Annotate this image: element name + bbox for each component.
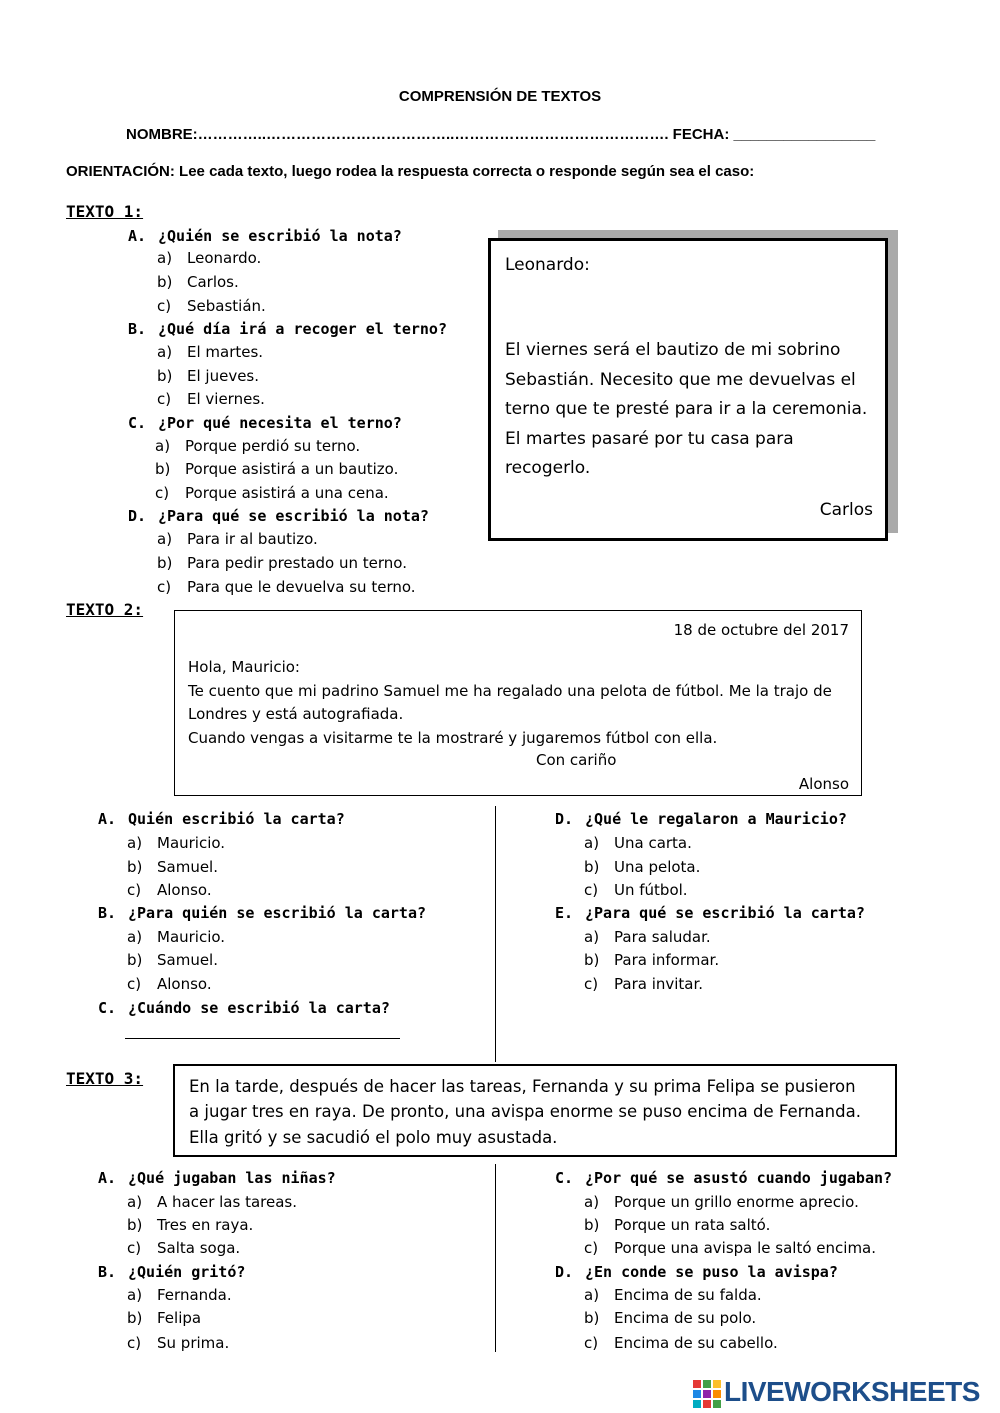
liveworksheets-logo-text[interactable]: LIVEWORKSHEETS: [724, 1376, 980, 1407]
question-letter: B.: [98, 904, 117, 922]
option-letter: a): [584, 1193, 600, 1211]
option-letter: b): [584, 858, 600, 876]
question-letter: A.: [98, 810, 117, 828]
option-text: Porque asistirá a una cena.: [185, 484, 389, 502]
t2-question-e: [555, 904, 865, 922]
option-letter: c): [155, 484, 170, 502]
option-text: Mauricio.: [157, 928, 226, 946]
question-text: Quién escribió la carta?: [128, 810, 345, 828]
option-text: A hacer las tareas.: [157, 1193, 297, 1211]
t2-qb-option-b[interactable]: [127, 951, 218, 969]
question-letter: B.: [98, 1263, 117, 1281]
option-letter: b): [584, 1309, 600, 1327]
option-text: Sebastián.: [187, 297, 266, 315]
t2-qb-option-a[interactable]: [127, 928, 225, 946]
question-text: ¿Qué le regalaron a Mauricio?: [585, 810, 847, 828]
t2-question-a: [98, 810, 345, 828]
t3-qc-option-c[interactable]: [584, 1239, 876, 1257]
option-text: Salta soga.: [157, 1239, 241, 1257]
story-line: a jugar tres en raya. De pronto, una avispa enorme se puso encima de Fernanda.: [189, 1102, 861, 1121]
option-letter: a): [157, 343, 173, 361]
option-letter: c): [157, 390, 172, 408]
t2-question-b: [98, 904, 426, 922]
note-line: El martes pasaré por tu casa para: [505, 429, 794, 449]
option-letter: c): [584, 881, 599, 899]
option-letter: b): [584, 1216, 600, 1234]
question-text: ¿Qué jugaban las niñas?: [128, 1169, 336, 1187]
option-letter: a): [155, 437, 171, 455]
t3-question-a: [98, 1169, 336, 1187]
question-text: ¿Para qué se escribió la carta?: [585, 904, 865, 922]
option-text: Para pedir prestado un terno.: [187, 554, 407, 572]
t1-qc-option-b[interactable]: [155, 460, 398, 478]
t1-question-c: [128, 414, 402, 432]
option-text: Porque un rata saltó.: [614, 1216, 771, 1234]
t2-qa-option-a[interactable]: [127, 834, 225, 852]
t2-qe-option-b[interactable]: [584, 951, 719, 969]
t1-qa-option-a[interactable]: [157, 249, 261, 267]
note-signature: Carlos: [819, 500, 873, 520]
option-text: Encima de su polo.: [614, 1309, 757, 1327]
option-text: Leonardo.: [187, 249, 262, 267]
option-text: Samuel.: [157, 858, 218, 876]
t2-question-d: [555, 810, 847, 828]
option-text: Felipa: [157, 1309, 202, 1327]
t3-qa-option-b[interactable]: [127, 1216, 253, 1234]
t1-qd-option-a[interactable]: [157, 530, 318, 548]
option-text: Para invitar.: [614, 975, 704, 993]
story-line: En la tarde, después de hacer las tareas, Fernanda y su prima Felipa se pusieron: [189, 1077, 856, 1096]
option-text: Para informar.: [614, 951, 720, 969]
t1-qb-option-c[interactable]: [157, 390, 265, 408]
option-letter: b): [584, 951, 600, 969]
option-letter: a): [584, 928, 600, 946]
t3-qc-option-b[interactable]: [584, 1216, 770, 1234]
question-text: ¿Por qué necesita el terno?: [158, 414, 402, 432]
note-line: El viernes será el bautizo de mi sobrino: [505, 340, 841, 360]
question-text: ¿Quién gritó?: [128, 1263, 246, 1281]
note-greeting: Leonardo:: [505, 255, 590, 275]
question-text: ¿Para quién se escribió la carta?: [128, 904, 427, 922]
letter-line: Cuando vengas a visitarme te la mostraré y jugaremos fútbol con ella.: [188, 729, 718, 747]
option-letter: c): [157, 297, 172, 315]
question-text: ¿En conde se puso la avispa?: [585, 1263, 838, 1281]
option-letter: b): [127, 1216, 143, 1234]
option-text: Su prima.: [157, 1334, 230, 1352]
letter-box: [174, 610, 862, 796]
option-text: Porque perdió su terno.: [185, 437, 361, 455]
letter-date: 18 de octubre del 2017: [673, 621, 849, 639]
option-text: Para ir al bautizo.: [187, 530, 318, 548]
option-letter: b): [155, 460, 171, 478]
option-text: Porque una avispa le saltó encima.: [614, 1239, 877, 1257]
t3-qb-option-b[interactable]: [127, 1309, 201, 1327]
question-letter: C.: [128, 414, 147, 432]
option-letter: a): [127, 1193, 143, 1211]
option-letter: a): [157, 249, 173, 267]
story-line: Ella gritó y se sacudió el polo muy asustada.: [189, 1128, 558, 1147]
option-text: Fernanda.: [157, 1286, 232, 1304]
t3-qd-option-a[interactable]: [584, 1286, 762, 1304]
orientation-text: ORIENTACIÓN: Lee cada texto, luego rodea la respuesta correcta o responde según sea el caso:: [66, 163, 755, 180]
letter-greeting: Hola, Mauricio:: [188, 658, 300, 676]
option-letter: c): [584, 1239, 599, 1257]
letter-line: Londres y está autografiada.: [188, 705, 404, 723]
t1-qa-option-c[interactable]: [157, 297, 266, 315]
option-letter: b): [157, 273, 173, 291]
option-letter: b): [127, 858, 143, 876]
t3-question-b: [98, 1263, 245, 1281]
note-line: terno que te presté para ir a la ceremonia.: [505, 399, 868, 419]
t1-qd-option-b[interactable]: [157, 554, 407, 572]
t2-qa-option-b[interactable]: [127, 858, 218, 876]
option-letter: a): [157, 530, 173, 548]
option-letter: a): [127, 1286, 143, 1304]
note-box: [488, 238, 888, 541]
option-text: Porque un grillo enorme aprecio.: [614, 1193, 859, 1211]
note-line: recogerlo.: [505, 458, 591, 478]
liveworksheets-logo-icon: [693, 1380, 721, 1408]
option-text: Una carta.: [614, 834, 692, 852]
option-text: Alonso.: [157, 975, 212, 993]
t2-qd-option-a[interactable]: [584, 834, 692, 852]
question-letter: D.: [128, 507, 147, 525]
option-letter: c): [127, 1334, 142, 1352]
option-letter: b): [127, 951, 143, 969]
option-letter: a): [127, 834, 143, 852]
option-text: El martes.: [187, 343, 264, 361]
question-letter: E.: [555, 904, 574, 922]
question-text: ¿Por qué se asustó cuando jugaban?: [585, 1169, 893, 1187]
option-letter: a): [127, 928, 143, 946]
question-letter: A.: [128, 227, 147, 245]
option-text: Carlos.: [187, 273, 239, 291]
t3-qb-option-a[interactable]: [127, 1286, 232, 1304]
question-letter: D.: [555, 810, 574, 828]
t3-question-d: [555, 1263, 838, 1281]
letter-line: Te cuento que mi padrino Samuel me ha regalado una pelota de fútbol. Me la trajo de: [188, 682, 832, 700]
option-text: Tres en raya.: [157, 1216, 254, 1234]
option-letter: c): [157, 578, 172, 596]
t1-qc-option-a[interactable]: [155, 437, 360, 455]
t3-qc-option-a[interactable]: [584, 1193, 859, 1211]
option-letter: b): [127, 1309, 143, 1327]
option-text: Un fútbol.: [614, 881, 688, 899]
t1-qc-option-c[interactable]: [155, 484, 389, 502]
t2-qb-option-c[interactable]: [127, 975, 212, 993]
question-text: ¿Quién se escribió la nota?: [158, 227, 402, 245]
option-letter: c): [584, 1334, 599, 1352]
t3-qa-option-c[interactable]: [127, 1239, 240, 1257]
t3-qd-option-c[interactable]: [584, 1334, 778, 1352]
answer-blank-line[interactable]: [125, 1022, 400, 1039]
option-text: Encima de su falda.: [614, 1286, 762, 1304]
t2-question-c: [98, 999, 390, 1017]
letter-signature: Alonso: [798, 775, 849, 793]
t2-qd-option-b[interactable]: [584, 858, 700, 876]
t3-qd-option-b[interactable]: [584, 1309, 756, 1327]
option-text: Samuel.: [157, 951, 218, 969]
option-text: Alonso.: [157, 881, 212, 899]
option-letter: b): [157, 554, 173, 572]
question-text: ¿Qué día irá a recoger el terno?: [158, 320, 447, 338]
note-line: Sebastián. Necesito que me devuelvas el: [505, 370, 856, 390]
t1-question-d: [128, 507, 429, 525]
t2-qe-option-c[interactable]: [584, 975, 703, 993]
option-text: Porque asistirá a un bautizo.: [185, 460, 399, 478]
t1-question-b: [128, 320, 447, 338]
option-letter: c): [127, 881, 142, 899]
texto1-heading: TEXTO 1:: [66, 202, 144, 221]
t2-qe-option-a[interactable]: [584, 928, 711, 946]
option-text: El jueves.: [187, 367, 260, 385]
t3-qb-option-c[interactable]: [127, 1334, 229, 1352]
option-text: Para que le devuelva su terno.: [187, 578, 416, 596]
question-text: ¿Cuándo se escribió la carta?: [128, 999, 390, 1017]
t1-qa-option-b[interactable]: [157, 273, 239, 291]
question-letter: D.: [555, 1263, 574, 1281]
t1-qb-option-a[interactable]: [157, 343, 263, 361]
option-text: Para saludar.: [614, 928, 711, 946]
question-letter: B.: [128, 320, 147, 338]
story-box: [173, 1064, 897, 1157]
option-text: Encima de su cabello.: [614, 1334, 778, 1352]
question-letter: A.: [98, 1169, 117, 1187]
letter-closing: Con cariño: [536, 751, 617, 769]
question-letter: C.: [98, 999, 117, 1017]
option-letter: c): [127, 975, 142, 993]
option-text: El viernes.: [187, 390, 265, 408]
texto3-heading: TEXTO 3:: [66, 1069, 144, 1088]
option-text: Una pelota.: [614, 858, 701, 876]
t1-qd-option-c[interactable]: [157, 578, 416, 596]
option-letter: c): [127, 1239, 142, 1257]
option-letter: b): [157, 367, 173, 385]
question-text: ¿Para qué se escribió la nota?: [158, 507, 429, 525]
option-letter: c): [584, 975, 599, 993]
t2-qd-option-c[interactable]: [584, 881, 688, 899]
page-title: COMPRENSIÓN DE TEXTOS: [398, 88, 602, 105]
column-divider: [495, 806, 496, 1062]
column-divider: [495, 1164, 496, 1352]
t1-question-a: [128, 227, 402, 245]
texto2-heading: TEXTO 2:: [66, 600, 144, 619]
name-date-line: NOMBRE:…………..………………………………..……………………………………. FECHA: _________________: [126, 126, 876, 143]
option-letter: a): [584, 834, 600, 852]
t3-question-c: [555, 1169, 892, 1187]
t1-qb-option-b[interactable]: [157, 367, 259, 385]
t2-qa-option-c[interactable]: [127, 881, 212, 899]
question-letter: C.: [555, 1169, 574, 1187]
t3-qa-option-a[interactable]: [127, 1193, 297, 1211]
option-letter: a): [584, 1286, 600, 1304]
option-text: Mauricio.: [157, 834, 226, 852]
